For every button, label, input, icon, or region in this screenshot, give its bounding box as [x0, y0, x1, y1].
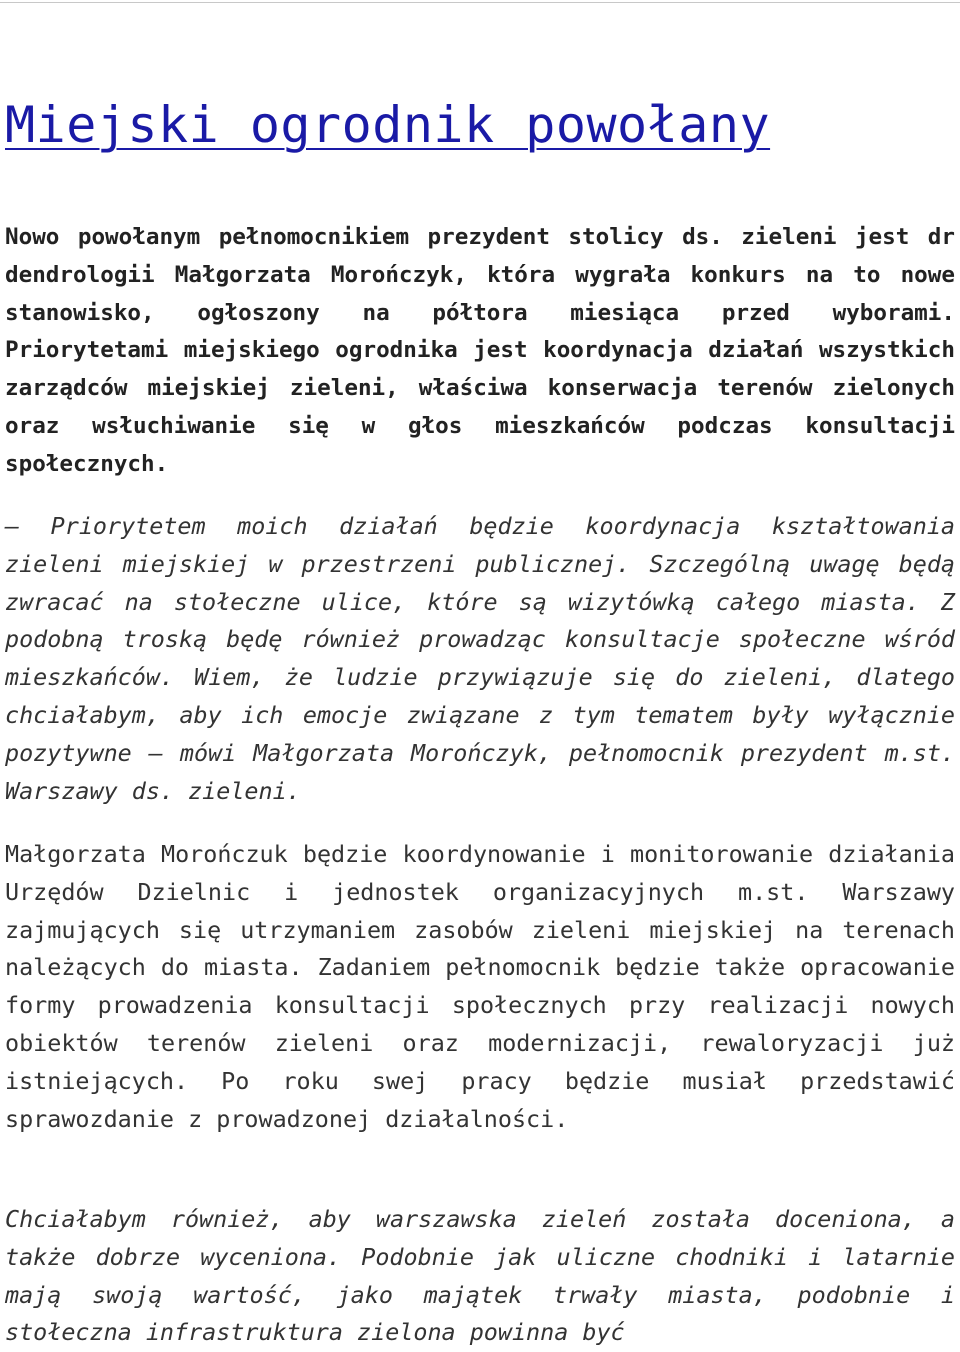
article-paragraph-quote: – Priorytetem moich działań będzie koordynacja kształtowania zieleni miejskiej w przestrzeni publicznej. Szczególną uwagę będą zwracać na stołeczne ulice, które są wizytówką całego miasta. Z podobną troską będę również prowadząc konsultacje społeczne wśród mieszkańców. Wiem, że ludzie przywiązuje się do zieleni, dlatego chciałabym, aby ich emocje związane z tym tematem były wyłącznie pozytywne – mówi Małgorzata Morończyk, pełnomocnik prezydent m.st. Warszawy ds. zieleni. — [5, 512, 955, 805]
article-paragraph-lead: Nowo powołanym pełnomocnikiem prezydent stolicy ds. zieleni jest dr dendrologii Małgorzata Morończyk, która wygrała konkurs na to nowe stanowisko, ogłoszony na półtora miesiąca przed wyborami. Priorytetami miejskiego ogrodnika jest koordynacja działań wszystkich zarządców miejskiej zieleni, właściwa konserwacja terenów zielonych oraz wsłuchiwanie się w głos mieszkańców podczas konsultacji społecznych. — [5, 224, 955, 477]
article-paragraph-body: Małgorzata Morończuk będzie koordynowanie i monitorowanie działania Urzędów Dzielnic i jednostek organizacyjnych m.st. Warszawy zajmujących się utrzymaniem zasobów zieleni miejskiej na terenach należących do miasta. Zadaniem pełnomocnik będzie także opracowanie formy prowadzenia konsultacji społecznych przy realizacji nowych obiektów terenów zieleni oraz modernizacji, rewaloryzacji już istniejących. Po roku swej pracy będzie musiał przedstawić sprawozdanie z prowadzonej działalności. — [5, 840, 955, 1133]
top-divider — [0, 2, 960, 3]
article-paragraph-quote-2: Chciałabym również, aby warszawska zieleń została doceniona, a także dobrze wyceniona. Podobnie jak uliczne chodniki i latarnie mają swoją wartość, jako majątek trwały miasta, podobnie i stołeczna infrastruktura zielona powinna być — [5, 1205, 955, 1347]
article-title-link[interactable]: Miejski ogrodnik powołany — [5, 96, 771, 154]
